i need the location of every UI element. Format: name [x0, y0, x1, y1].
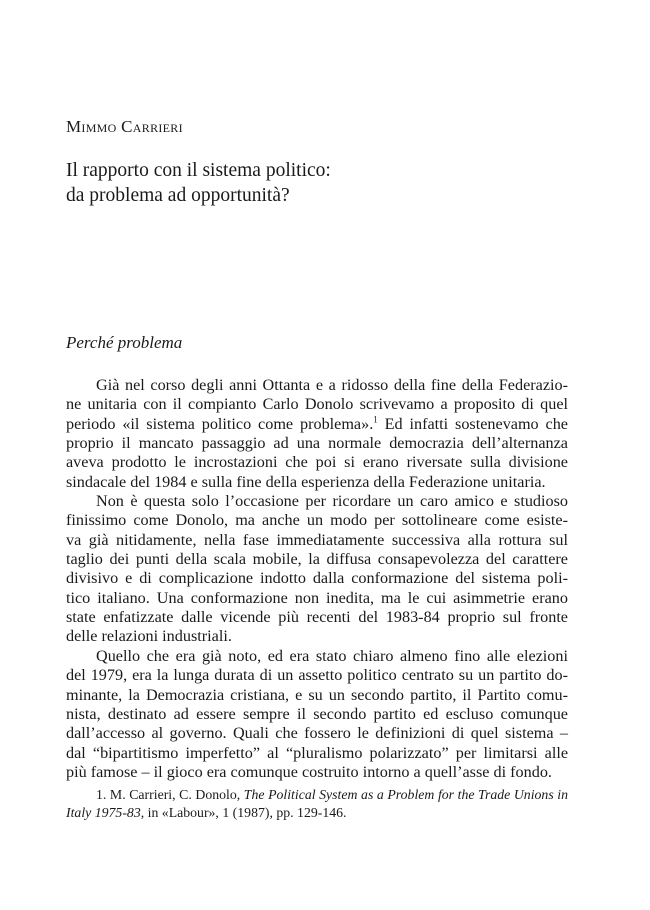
paragraph	[66, 492, 568, 647]
text-line: nista, destinato ad essere sempre il secondo partito ed escluso comunque	[66, 704, 568, 723]
text-line: ne unitaria con il compianto Carlo Donolo scrivevamo a proposito di quel	[66, 395, 568, 414]
text-segment: periodo «il sistema politico come problema».	[66, 414, 374, 433]
footnote	[66, 786, 568, 822]
text-line: tico italiano. Una conformazione non inedita, ma le cui asimmetrie erano	[66, 588, 568, 607]
text-line: divisivo e di complicazione indotto dalla conformazione del sistema poli-	[66, 569, 568, 588]
footnote-authors: 1. M. Carrieri, C. Donolo,	[96, 787, 244, 802]
footnote-citation: , in «Labour», 1 (1987), pp. 129-146.	[140, 805, 347, 820]
footnote-work-title: The Political System as a Problem for the Trade Unions in	[243, 787, 569, 802]
text-line: minante, la Democrazia cristiana, e su un secondo partito, il Partito comu-	[66, 685, 568, 704]
text-line: delle relazioni industriali.	[66, 627, 232, 646]
text-line: finissimo come Donolo, ma anche un modo per sottolineare come esiste-	[66, 511, 568, 530]
footnote-line	[66, 786, 568, 804]
text-line: va già nitidamente, nella fase immediatamente successiva alla rottura sul	[66, 530, 568, 549]
text-line: più famose – il gioco era comunque costruito intorno a quell’asse di fondo.	[66, 762, 552, 781]
body-text	[66, 376, 568, 782]
text-line: Quello che era già noto, ed era stato chiaro almeno fino alle elezioni	[96, 646, 568, 665]
author-name: Mimmo Carrieri	[66, 117, 183, 136]
paragraph	[66, 376, 568, 492]
chapter-title-line: da problema ad opportunità?	[66, 185, 290, 206]
text-line: Già nel corso degli anni Ottanta e a ridosso della fine della Federazio-	[96, 376, 568, 394]
text-line: del 1979, era la lunga durata di un assetto politico centrato su un partito do-	[66, 666, 568, 685]
text-line: aveva prodotto le incrostazioni che poi si erano riversate sulla divisione	[66, 453, 568, 472]
text-line: state enfatizzate dalle vicende più recenti del 1983-84 proprio sul fronte	[66, 608, 568, 627]
text-line: Non è questa solo l’occasione per ricordare un caro amico e studioso	[96, 492, 568, 511]
section-heading: Perché problema	[66, 333, 183, 352]
text-line: proprio il mancato passaggio ad una normale democrazia dell’alternanza	[66, 434, 568, 453]
text-line: taglio dei punti della scala mobile, la diffusa consapevolezza del carattere	[66, 550, 568, 569]
text-line: sindacale del 1984 e sulla fine della esperienza della Federazione unitaria.	[66, 472, 546, 491]
text-line: dall’accesso al governo. Quali che fossero le definizioni di quel sistema –	[66, 724, 568, 743]
paragraph	[66, 647, 568, 782]
chapter-title-line: Il rapporto con il sistema politico:	[66, 160, 331, 181]
text-line: dal “bipartitismo imperfetto” al “pluralismo polarizzato” per limitarsi alle	[66, 743, 568, 762]
chapter-title	[66, 158, 566, 208]
footnote-work-title: Italy 1975-83	[66, 805, 141, 820]
footnote-reference[interactable]: 1	[373, 414, 378, 425]
footnote-line	[66, 804, 568, 822]
text-segment: Ed infatti sostenevamo che	[377, 414, 568, 433]
text-line	[66, 415, 568, 434]
